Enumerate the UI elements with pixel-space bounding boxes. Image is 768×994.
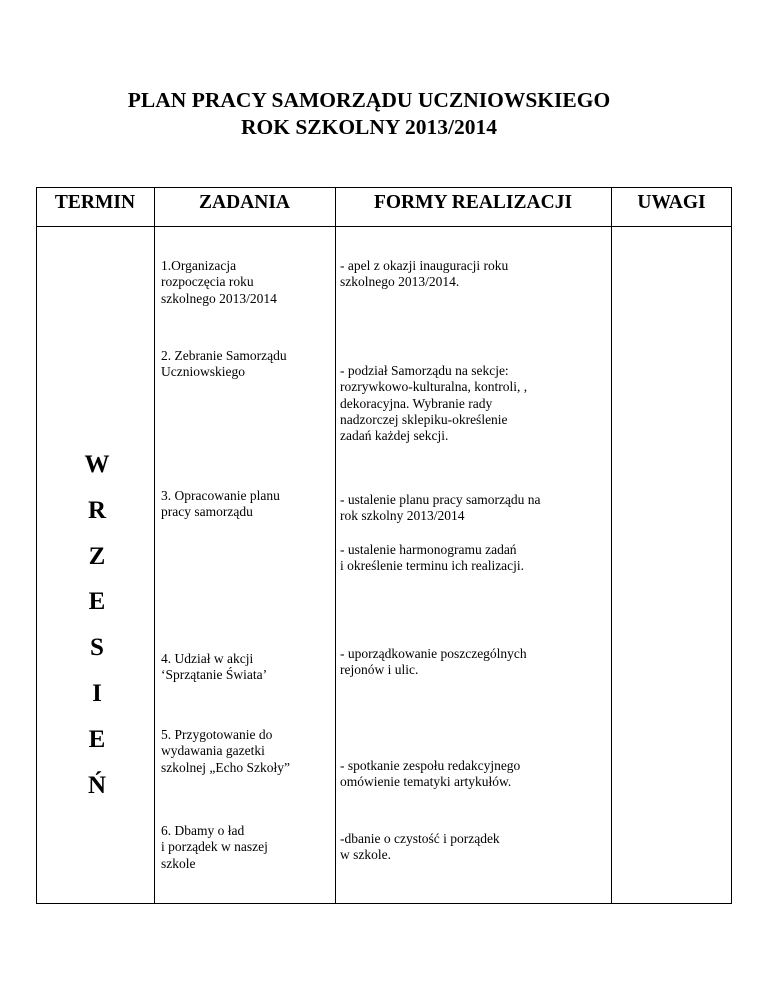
- form-6: - spotkanie zespołu redakcyjnego omówienie tematyki artykułów.: [340, 758, 521, 790]
- form-1: - apel z okazji inauguracji roku szkolnego 2013/2014.: [340, 258, 509, 290]
- task-2: 2. Zebranie Samorządu Uczniowskiego: [161, 348, 287, 380]
- column-divider-formy: [611, 187, 612, 904]
- month-letter: W: [84, 451, 110, 478]
- month-letter: E: [88, 588, 106, 616]
- header-zadania: ZADANIA: [198, 192, 290, 213]
- form-7: -dbanie o czystość i porządek w szkole.: [340, 831, 500, 863]
- header-uwagi: UWAGI: [637, 192, 706, 213]
- document-title-line2: ROK SZKOLNY 2013/2014: [240, 115, 498, 139]
- header-formy-realizacji: FORMY REALIZACJI: [373, 192, 573, 213]
- month-letter: S: [90, 634, 104, 662]
- month-letter: I: [92, 679, 102, 707]
- task-4: 4. Udział w akcji ‘Sprzątanie Świata’: [161, 651, 268, 683]
- header-termin: TERMIN: [54, 192, 136, 213]
- form-5: - uporządkowanie poszczególnych rejonów i ulic.: [340, 646, 527, 678]
- task-3: 3. Opracowanie planu pracy samorządu: [161, 488, 280, 520]
- form-2: - podział Samorządu na sekcje: rozrywkowo-kulturalna, kontroli, , dekoracyjna. Wybranie rady nadzorczej sklepiku-określenie zadań każdej sekcji.: [340, 363, 528, 444]
- month-letter: Ń: [87, 771, 107, 799]
- form-3: - ustalenie planu pracy samorządu na rok szkolny 2013/2014: [340, 492, 541, 524]
- header-divider: [36, 226, 732, 227]
- month-letter: Z: [88, 542, 106, 570]
- month-label-wrzesien: [64, 442, 130, 808]
- column-divider-termin: [154, 187, 155, 904]
- task-1: 1.Organizacja rozpoczęcia roku szkolnego 2013/2014: [161, 258, 277, 306]
- form-4: - ustalenie harmonogramu zadań i określenie terminu ich realizacji.: [340, 542, 525, 574]
- month-letter: R: [87, 496, 107, 524]
- task-5: 5. Przygotowanie do wydawania gazetki szkolnej „Echo Szkoły”: [161, 727, 290, 775]
- document-title-line1: PLAN PRACY SAMORZĄDU UCZNIOWSKIEGO: [127, 88, 611, 112]
- month-letter: E: [88, 725, 106, 753]
- task-6: 6. Dbamy o ład i porządek w naszej szkole: [161, 823, 268, 871]
- column-divider-zadania: [335, 187, 336, 904]
